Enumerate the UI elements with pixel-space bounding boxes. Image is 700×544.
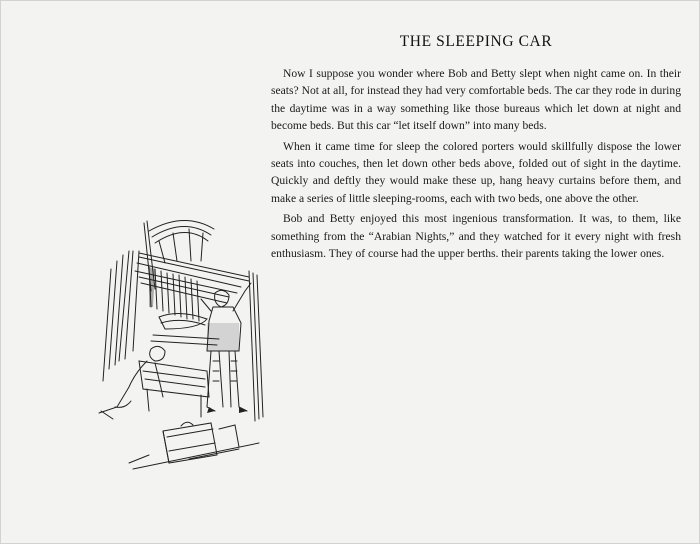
body-text xyxy=(271,65,681,265)
paragraph-3: Bob and Betty enjoyed this most ingenious transformation. It was, to them, like something from the “Arabian Nights,” and they watched for it every night with fresh enthusiasm. They of course had the upper berths. their parents taking the lower ones. xyxy=(271,212,681,261)
sleeping-car-illustration xyxy=(89,211,269,473)
paragraph-1: Now I suppose you wonder where Bob and Betty slept when night came on. In their seats? Not at all, for instead they had very comfortable beds. The car they rode in during the daytime was in a way something like those bureaus which let down at night and become beds. But this car “let itself down” into many beds. xyxy=(271,67,681,133)
page-title: THE SLEEPING CAR xyxy=(399,33,553,50)
paragraph-2: When it came time for sleep the colored porters would skillfully dispose the lower seats into couches, then let down other beds above, folded out of sight in the daytime. Quickly and deftly they would make these up, hang heavy curtains before them, and make a series of little sleeping-rooms, each with two beds, one above the other. xyxy=(271,139,681,205)
sleeping-car-sketch-icon xyxy=(89,211,269,473)
